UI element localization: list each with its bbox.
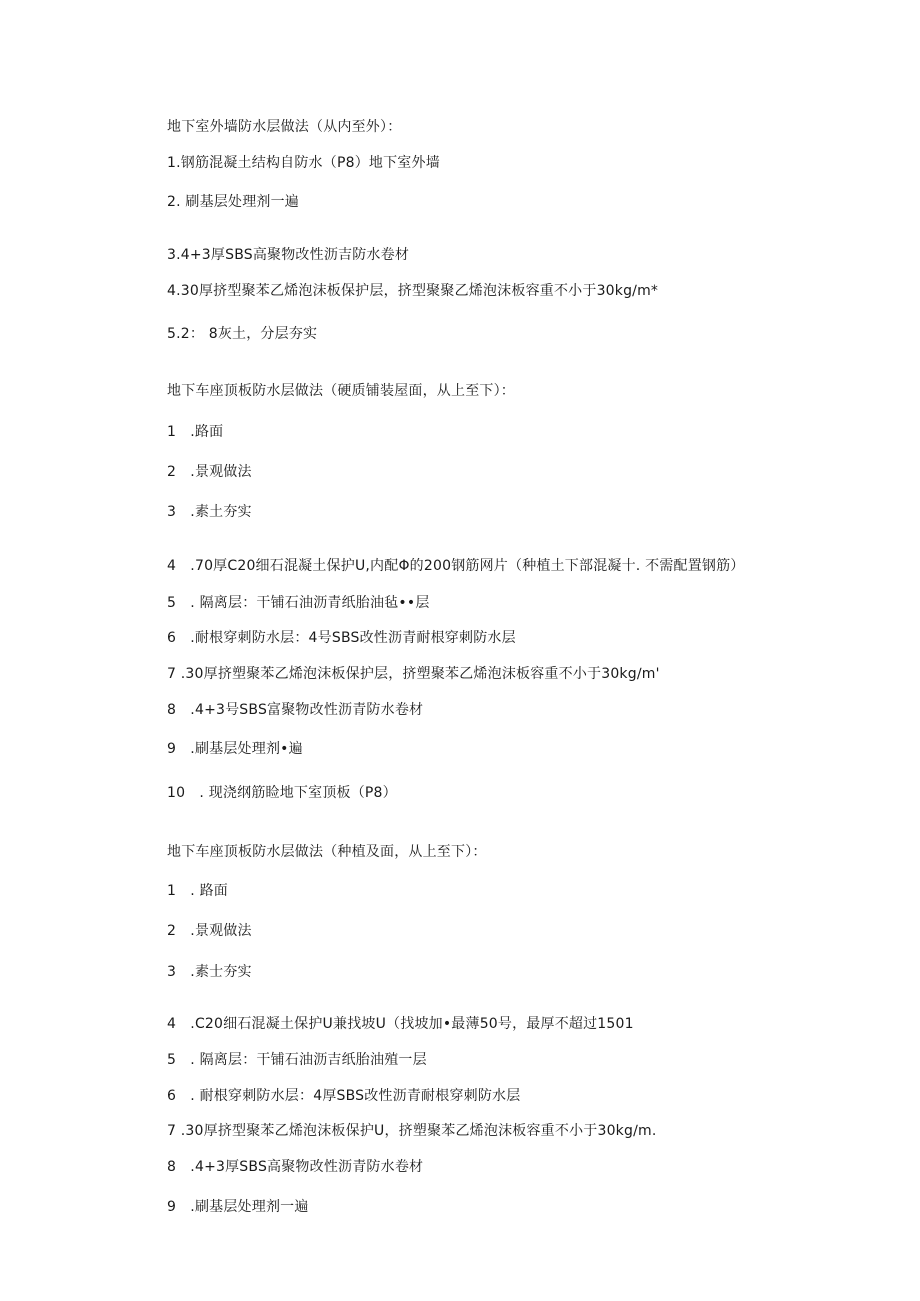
section1-heading: 地下室外墙防水层做法（从内至外）： [167, 119, 402, 135]
section1-item-1: 1.钢筋混凝土结构自防水（P8）地下室外墙 [167, 155, 440, 171]
section3-heading: 地下车座顶板防水层做法（种植及面，从上至下）： [167, 844, 487, 860]
section3-item-3: 3 .素士夯实 [167, 964, 252, 980]
section2-item-2: 2 .景观做法 [167, 464, 252, 480]
section3-item-2: 2 .景观做法 [167, 923, 252, 939]
section2-item-1: 1 .路面 [167, 424, 224, 440]
section3-item-4: 4 .C20细石混凝土保护U兼找坡U（找坡加•最薄50号，最厚不超过1501 [167, 1016, 634, 1032]
section1-item-2: 2. 刷基层处理剂一遍 [167, 194, 300, 210]
section3-item-5: 5 . 隔离层：干铺石油沥吉纸胎油殖一层 [167, 1052, 427, 1068]
section3-item-9: 9 .刷基层处理剂一遍 [167, 1199, 309, 1215]
section1-item-4: 4.30厚挤型聚苯乙烯泡沫板保护层，挤型聚聚乙烯泡沫板容重不小于30kg∕m* [167, 283, 659, 299]
section3-item-6: 6 . 耐根穿刺防水层：4厚SBS改性沥青耐根穿刺防水层 [167, 1088, 521, 1104]
section2-item-10: 10 . 现浇纲筋睑地下室顶板（P8） [167, 785, 397, 801]
section1-item-3: 3.4+3厚SBS高聚物改性沥吉防水卷材 [167, 247, 410, 263]
section3-item-7: 7 .30厚挤型聚苯乙烯泡沫板保护U，挤塑聚苯乙烯泡沫板容重不小于30kg∕m. [167, 1123, 657, 1139]
section3-item-1: 1 . 路面 [167, 883, 229, 899]
section3-item-8: 8 .4+3厚SBS高聚物改性沥青防水卷材 [167, 1159, 424, 1175]
section2-item-3: 3 .素土夯实 [167, 504, 252, 520]
section2-heading: 地下车座顶板防水层做法（硬质铺装屋面，从上至下）： [167, 383, 515, 399]
section2-item-5: 5 . 隔离层：干铺石油沥青纸胎油毡••层 [167, 595, 430, 611]
section2-item-7: 7 .30厚挤塑聚苯乙烯泡沫板保护层，挤塑聚苯乙烯泡沫板容重不小于30kg∕m' [167, 666, 660, 682]
section1-item-5: 5.2： 8灰土，分层夯实 [167, 326, 318, 342]
section2-item-6: 6 .耐根穿刺防水层：4号SBS改性沥青耐根穿刺防水层 [167, 630, 516, 646]
section2-item-8: 8 .4+3号SBS富聚物改性沥青防水卷材 [167, 702, 424, 718]
section2-item-9: 9 .刷基层处理剂•遍 [167, 741, 303, 757]
section2-item-4: 4 .70厚C20细石混凝土保护U,内配Φ的200钢筋网片（种植土下部混凝十. 不需配置钢筋） [167, 558, 745, 574]
